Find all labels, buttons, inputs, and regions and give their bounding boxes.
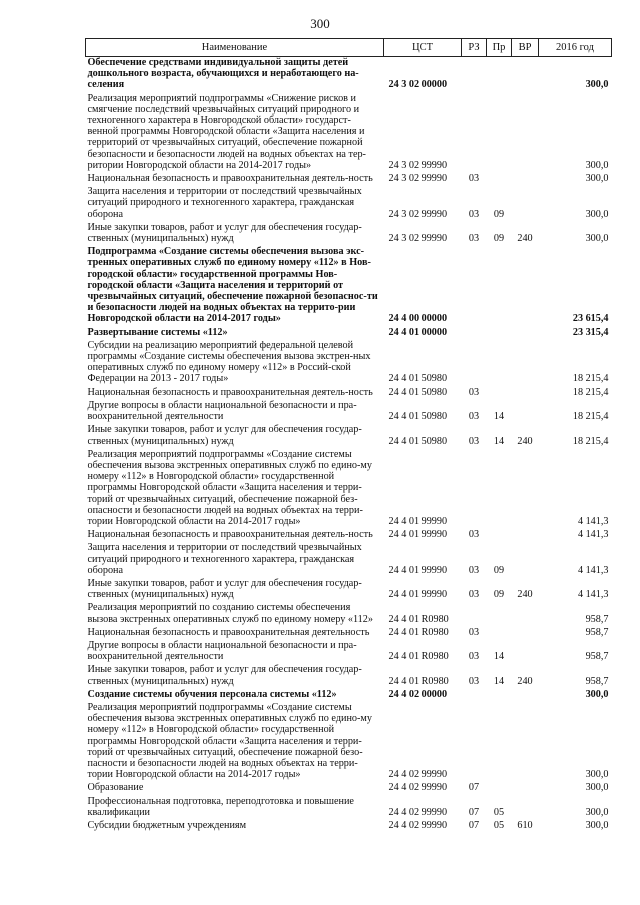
row-cst: 24 4 02 99990: [388, 820, 448, 831]
row-amount: 23 315,4: [572, 326, 609, 338]
table-row: [86, 627, 612, 640]
row-name: Национальная безопасность и правоохранительная деятель-ность: [87, 386, 373, 398]
row-name: Профессиональная подготовка, переподготовка и повышение квалификации: [87, 795, 354, 818]
row-amount: 300,0: [585, 79, 609, 91]
row-cst: 24 4 01 50980: [388, 435, 448, 447]
row-amount: 300,0: [585, 769, 609, 781]
row-vr: [512, 93, 539, 173]
row-rz: 03: [468, 626, 480, 638]
row-amount: 300,0: [585, 782, 609, 794]
table-row: [86, 640, 612, 664]
row-cst: 24 4 01 R0980: [388, 675, 449, 687]
row-pr: [487, 602, 512, 626]
row-cst: 24 4 01 99990: [388, 589, 448, 601]
row-rz: 03: [468, 529, 480, 541]
row-amount: 18 215,4: [572, 373, 609, 385]
table-row: [86, 387, 612, 400]
row-name: Другие вопросы в области национальной безопасности и пра-воохранительной деятельности: [87, 639, 357, 663]
header-cst: ЦСТ: [384, 39, 462, 57]
row-name: Субсидии на реализацию мероприятий федеральной целевой программы «Создание системы обеспечения вызова экстрен-ных оперативных служб по единому номеру «112» в Россий-ской Федерации на 2013 - 2017 годы»: [87, 339, 371, 385]
row-cst: 24 4 01 R0980: [388, 651, 449, 663]
row-vr: [512, 689, 539, 702]
row-name: Реализация мероприятий подпрограммы «Создание системы обеспечения вызова экстренных оперативных служб по едино-му номеру «112» в Новгородской области» государственной программы Новгородской области «Защита населения и терри-торий от чрезвычайных ситуаций, обеспечение пожарной безо-пасности и безопасности людей на водных объектах на терри-тории Новгородской области на 2014-2017 годы»: [87, 701, 372, 781]
row-cst: 24 4 01 50980: [388, 373, 448, 385]
row-pr: [487, 782, 512, 795]
row-pr: 09: [493, 589, 505, 601]
table-row: [86, 186, 612, 222]
row-pr: [487, 173, 512, 186]
row-rz: 07: [468, 782, 480, 794]
row-name: Субсидии бюджетным учреждениям: [87, 820, 247, 831]
row-name: Подпрограмма «Создание системы обеспечения вызова экс-тренных оперативных служб по единому номеру «112» в Нов-городской области» государственной программы Нов-городской области «Защита населения и территорий от чрезвычайных ситуаций, обеспечение пожарной безопаснос-ти и безопасности людей на водных объектах на террито-рии Новгородской области на 2014-2017 годы»: [87, 246, 378, 325]
row-rz: 03: [468, 651, 480, 663]
row-name: Национальная безопасность и правоохранительная деятельность: [87, 626, 370, 638]
row-pr: [487, 340, 512, 387]
row-vr: 240: [517, 435, 533, 447]
row-rz: 03: [468, 589, 480, 601]
row-pr: [487, 529, 512, 542]
table-row: [86, 449, 612, 529]
row-vr: [512, 702, 539, 782]
table-row: [86, 327, 612, 340]
header-pr: Пр: [487, 39, 512, 57]
table-row: [86, 246, 612, 326]
table-row: [86, 93, 612, 173]
row-name: Иные закупки товаров, работ и услуг для обеспечения государ-ственных (муниципальных) нужд: [87, 577, 362, 601]
row-amount: 4 141,3: [577, 515, 609, 527]
row-amount: 300,0: [585, 233, 609, 245]
row-amount: 958,7: [585, 626, 609, 638]
row-amount: 18 215,4: [572, 411, 609, 423]
row-amount: 4 141,3: [577, 564, 609, 576]
row-amount: 18 215,4: [572, 435, 609, 447]
row-amount: 300,0: [585, 806, 609, 818]
row-vr: [512, 602, 539, 626]
row-vr: [512, 340, 539, 387]
page-number: 300: [310, 16, 330, 31]
table-row: [86, 782, 612, 795]
row-pr: 05: [493, 806, 505, 818]
row-name: Защита населения и территории от последствий чрезвычайных ситуаций природного и техногенного характера, гражданская оборона: [87, 186, 362, 220]
row-rz: 03: [468, 208, 480, 220]
row-name: Обеспечение средствами индивидуальной защиты детей дошкольного возраста, обучающихся и неработающего на-селения: [87, 57, 359, 91]
row-pr: 05: [493, 820, 505, 831]
table-row: [86, 602, 612, 626]
row-rz: 03: [468, 411, 480, 423]
row-vr: [512, 246, 539, 326]
row-pr: [487, 327, 512, 340]
table-row: [86, 578, 612, 602]
row-rz: [462, 602, 487, 626]
row-name: Иные закупки товаров, работ и услуг для обеспечения государ-ственных (муниципальных) нужд: [87, 424, 362, 447]
row-pr: [487, 246, 512, 326]
row-vr: [512, 529, 539, 542]
row-cst: 24 3 02 00000: [388, 79, 448, 91]
header-year: 2016 год: [539, 39, 612, 57]
row-vr: 240: [517, 675, 533, 687]
table-row: [86, 796, 612, 820]
row-pr: 14: [493, 435, 505, 447]
row-rz: [462, 689, 487, 702]
row-rz: 07: [468, 806, 480, 818]
row-pr: 09: [493, 208, 505, 220]
row-pr: [487, 387, 512, 400]
row-vr: [512, 542, 539, 578]
row-vr: [512, 327, 539, 340]
row-rz: 03: [468, 435, 480, 447]
table-header-row: [86, 39, 612, 57]
table-row: [86, 529, 612, 542]
row-pr: [487, 93, 512, 173]
budget-table: [85, 38, 612, 833]
table-row: [86, 702, 612, 782]
table-row: [86, 424, 612, 448]
row-vr: [512, 796, 539, 820]
row-amount: 23 615,4: [572, 313, 609, 325]
row-pr: [487, 57, 512, 93]
table-row: [86, 664, 612, 688]
row-name: Образование: [87, 782, 144, 794]
row-rz: [462, 93, 487, 173]
row-rz: 03: [468, 675, 480, 687]
row-amount: 958,7: [585, 613, 609, 625]
row-name: Национальная безопасность и правоохранительная деятель-ность: [87, 529, 373, 541]
row-cst: 24 3 02 99990: [388, 208, 448, 220]
row-vr: [512, 57, 539, 93]
row-amount: 300,0: [585, 173, 609, 185]
table-row: [86, 820, 612, 833]
row-cst: 24 4 01 99990: [388, 529, 448, 541]
row-rz: 03: [468, 233, 480, 245]
row-vr: 240: [517, 589, 533, 601]
table-row: [86, 340, 612, 387]
row-cst: 24 4 01 R0980: [388, 613, 449, 625]
row-pr: 09: [493, 564, 505, 576]
row-pr: [487, 702, 512, 782]
row-cst: 24 3 02 99990: [388, 159, 448, 171]
row-cst: 24 4 01 99990: [388, 564, 448, 576]
row-cst: 24 4 01 50980: [388, 411, 448, 423]
row-name: Реализация мероприятий по созданию системы обеспечения вызова экстренных оперативных служб по единому номеру «112»: [87, 602, 373, 625]
row-cst: 24 4 01 00000: [388, 326, 448, 338]
row-rz: [462, 702, 487, 782]
row-cst: 24 4 02 99990: [388, 769, 448, 781]
row-amount: 300,0: [585, 159, 609, 171]
row-name: Иные закупки товаров, работ и услуг для обеспечения государ-ственных (муниципальных) нужд: [87, 221, 362, 245]
row-amount: 300,0: [585, 688, 609, 700]
row-pr: [487, 627, 512, 640]
row-name: Защита населения и территории от последствий чрезвычайных ситуаций природного и техногенного характера, гражданская оборона: [87, 542, 362, 576]
row-rz: [462, 449, 487, 529]
row-pr: 14: [493, 675, 505, 687]
row-cst: 24 4 01 50980: [388, 386, 448, 398]
row-name: Иные закупки товаров, работ и услуг для обеспечения государ-ственных (муниципальных) нужд: [87, 664, 362, 687]
row-amount: 958,7: [585, 675, 609, 687]
row-cst: 24 4 01 99990: [388, 515, 448, 527]
row-name: Развертывание системы «112»: [87, 326, 228, 338]
row-rz: 03: [468, 564, 480, 576]
row-vr: [512, 387, 539, 400]
row-cst: 24 3 02 99990: [388, 233, 448, 245]
row-vr: [512, 782, 539, 795]
header-vr: ВР: [512, 39, 539, 57]
row-cst: 24 4 01 R0980: [388, 626, 449, 638]
row-amount: 4 141,3: [577, 529, 609, 541]
row-vr: [512, 400, 539, 424]
row-pr: 14: [493, 411, 505, 423]
row-rz: 03: [468, 386, 480, 398]
row-rz: [462, 327, 487, 340]
row-rz: [462, 57, 487, 93]
row-vr: 240: [517, 233, 533, 245]
row-name: Национальная безопасность и правоохранительная деятель-ность: [87, 173, 373, 185]
row-cst: 24 3 02 99990: [388, 173, 448, 185]
row-vr: [512, 640, 539, 664]
row-cst: 24 4 02 99990: [388, 806, 448, 818]
row-vr: [512, 449, 539, 529]
row-vr: 610: [517, 820, 533, 831]
row-pr: [487, 449, 512, 529]
row-amount: 18 215,4: [572, 386, 609, 398]
table-row: [86, 173, 612, 186]
header-rz: РЗ: [462, 39, 487, 57]
row-vr: [512, 627, 539, 640]
row-name: Создание системы обучения персонала системы «112»: [87, 688, 337, 700]
table-row: [86, 400, 612, 424]
row-pr: [487, 689, 512, 702]
table-row: [86, 542, 612, 578]
row-vr: [512, 173, 539, 186]
row-name: Другие вопросы в области национальной безопасности и пра-воохранительной деятельности: [87, 399, 357, 423]
row-rz: 03: [468, 173, 480, 185]
table-row: [86, 689, 612, 702]
table-row: [86, 222, 612, 246]
header-name: Наименование: [86, 39, 384, 57]
row-amount: 958,7: [585, 651, 609, 663]
row-amount: 300,0: [585, 208, 609, 220]
table-row: [86, 57, 612, 93]
row-rz: [462, 246, 487, 326]
row-cst: 24 4 02 00000: [388, 688, 448, 700]
row-vr: [512, 186, 539, 222]
row-pr: 14: [493, 651, 505, 663]
row-name: Реализация мероприятий подпрограммы «Создание системы обеспечения вызова экстренных оперативных служб по едино-му номеру «112» в Новгородской области» государственной программы Новгородской области «Защита населения и терри-торий от чрезвычайных ситуаций, обеспечение пожарной без-опасности и безопасности людей на водных объектах на терри-тории Новгородской области на 2014-2017 годы»: [87, 448, 372, 527]
row-cst: 24 4 02 99990: [388, 782, 448, 794]
row-amount: 4 141,3: [577, 589, 609, 601]
row-amount: 300,0: [585, 820, 609, 831]
row-rz: [462, 340, 487, 387]
row-rz: 07: [468, 820, 480, 831]
row-pr: 09: [493, 233, 505, 245]
row-name: Реализация мероприятий подпрограммы «Снижение рисков и смягчение последствий чрезвычайных ситуаций природного и техногенного характера в Новгородской области» государст-венной программы Новгородской области «Защита населения и территорий от чрезвычайных ситуаций, обеспечение пожарной безопасности и безопасности людей на водных объектах на тер-ритории Новгородской области на 2014-2017 годы»: [87, 92, 366, 171]
row-cst: 24 4 00 00000: [388, 313, 448, 325]
